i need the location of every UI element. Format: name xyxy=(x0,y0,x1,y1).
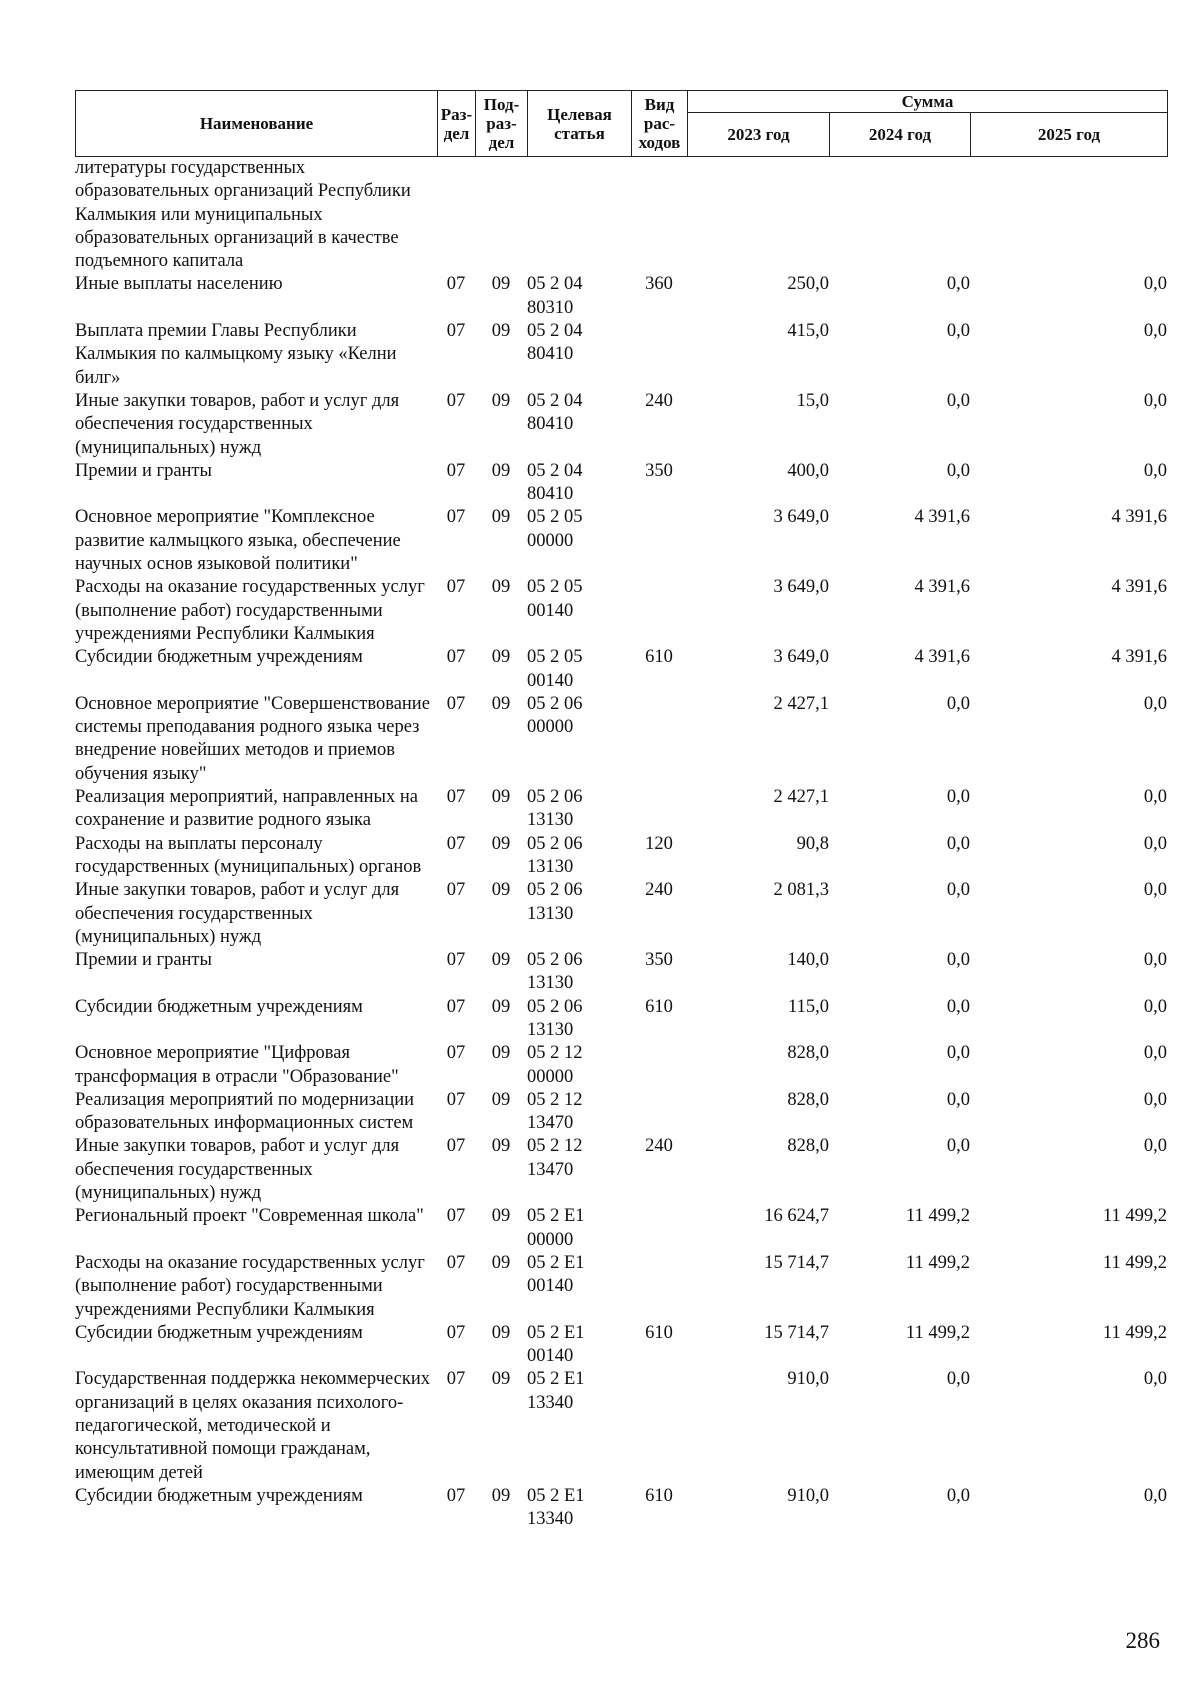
row-value-2024: 0,0 xyxy=(946,833,970,854)
row-value-2024: 0,0 xyxy=(946,1369,970,1390)
table-row xyxy=(75,996,1167,1043)
row-name: Субсидии бюджетным учреждениям xyxy=(75,1485,363,1506)
row-podrazdel xyxy=(475,157,527,273)
row-podrazdel: 09 xyxy=(491,390,511,411)
row-target: 05 2 12 13470 xyxy=(527,1089,583,1134)
row-razdel: 07 xyxy=(446,1136,466,1157)
col-2024-header: 2024 год xyxy=(830,113,971,157)
row-podrazdel: 09 xyxy=(491,1485,511,1506)
row-podrazdel: 09 xyxy=(491,950,511,971)
row-razdel: 07 xyxy=(446,274,466,295)
row-value-2025: 11 499,2 xyxy=(1102,1206,1167,1227)
row-value-2023: 828,0 xyxy=(787,1089,829,1110)
row-podrazdel: 09 xyxy=(491,833,511,854)
row-name: Основное мероприятие "Совершенствование системы преподавания родного языка через внедрение новейших методов и приемов обучения языку" xyxy=(75,693,430,784)
row-razdel: 07 xyxy=(446,577,466,598)
row-value-2025: 0,0 xyxy=(1143,950,1167,971)
row-value-2025: 0,0 xyxy=(1143,321,1167,342)
row-name: Иные закупки товаров, работ и услуг для обеспечения государственных (муниципальных) нужд xyxy=(75,390,400,458)
row-name: Основное мероприятие "Цифровая трансформация в отрасли "Образование" xyxy=(75,1043,399,1087)
row-vid: 610 xyxy=(645,996,673,1017)
row-target: 05 2 04 80410 xyxy=(527,460,583,505)
row-vid: 610 xyxy=(645,647,673,668)
row-podrazdel: 09 xyxy=(491,996,511,1017)
row-value-2023 xyxy=(687,157,829,273)
row-value-2024: 11 499,2 xyxy=(905,1322,970,1343)
row-razdel: 07 xyxy=(446,1089,466,1110)
table-row xyxy=(75,949,1167,996)
table-row xyxy=(75,320,1167,390)
row-podrazdel: 09 xyxy=(491,1089,511,1110)
table-row xyxy=(75,576,1167,646)
row-value-2024 xyxy=(829,157,970,273)
table-row xyxy=(75,879,1167,949)
row-podrazdel: 09 xyxy=(491,787,511,808)
row-target: 05 2 12 00000 xyxy=(527,1043,583,1087)
row-value-2024: 11 499,2 xyxy=(905,1252,970,1273)
row-value-2024: 0,0 xyxy=(946,996,970,1017)
row-target: 05 2 05 00000 xyxy=(527,507,583,551)
row-razdel: 07 xyxy=(446,693,466,714)
row-name: Иные выплаты населению xyxy=(75,274,283,295)
row-target: 05 2 06 13130 xyxy=(527,787,583,831)
row-razdel: 07 xyxy=(446,1322,466,1343)
row-value-2025: 0,0 xyxy=(1143,1136,1167,1157)
row-vid xyxy=(631,320,687,390)
row-value-2023: 2 427,1 xyxy=(773,787,829,808)
row-value-2025: 0,0 xyxy=(1143,996,1167,1017)
row-name: Иные закупки товаров, работ и услуг для обеспечения государственных (муниципальных) нужд xyxy=(75,880,400,947)
table-header xyxy=(75,90,1168,157)
row-value-2025: 0,0 xyxy=(1143,1485,1167,1506)
row-name: Расходы на оказание государственных услуг (выполнение работ) государственными учреждениями Республики Калмыкия xyxy=(75,1252,425,1320)
row-value-2023: 115,0 xyxy=(788,996,829,1017)
table-row xyxy=(75,1042,1167,1089)
table-row xyxy=(75,1135,1167,1205)
document-page xyxy=(75,90,1167,1532)
row-value-2023: 3 649,0 xyxy=(773,507,829,528)
row-vid: 240 xyxy=(645,390,673,411)
col-podrazdel-header: Под-раз-дел xyxy=(476,91,528,157)
row-razdel: 07 xyxy=(446,390,466,411)
row-value-2025: 4 391,6 xyxy=(1111,647,1167,668)
row-razdel: 07 xyxy=(446,647,466,668)
row-target: 05 2 12 13470 xyxy=(527,1136,583,1180)
row-target: 05 2 04 80410 xyxy=(527,390,583,435)
row-value-2025: 0,0 xyxy=(1143,1043,1167,1064)
row-vid xyxy=(631,693,687,786)
row-target: 05 2 05 00140 xyxy=(527,577,583,621)
row-vid: 610 xyxy=(645,1322,673,1343)
row-razdel: 07 xyxy=(446,950,466,971)
row-target: 05 2 E1 13340 xyxy=(527,1369,585,1413)
table-row xyxy=(75,1205,1167,1252)
table-row xyxy=(75,693,1167,786)
row-razdel: 07 xyxy=(446,321,466,342)
row-vid xyxy=(631,1205,687,1252)
row-vid xyxy=(631,1089,687,1136)
col-vid-header: Вид рас-ходов xyxy=(632,91,688,157)
col-name-header: Наименование xyxy=(76,91,438,157)
row-vid: 350 xyxy=(645,460,673,481)
row-value-2023: 140,0 xyxy=(787,950,829,971)
row-value-2023: 910,0 xyxy=(787,1369,829,1390)
row-podrazdel: 09 xyxy=(491,1369,511,1390)
row-value-2025: 0,0 xyxy=(1143,787,1167,808)
row-podrazdel: 09 xyxy=(491,1322,511,1343)
row-name: Реализация мероприятий по модернизации образовательных информационных систем xyxy=(75,1089,415,1134)
row-value-2024: 0,0 xyxy=(946,1136,970,1157)
row-value-2024: 0,0 xyxy=(946,787,970,808)
row-razdel: 07 xyxy=(446,1043,466,1064)
row-target: 05 2 06 13130 xyxy=(527,996,583,1040)
row-target: 05 2 04 80410 xyxy=(527,321,583,365)
row-value-2023: 3 649,0 xyxy=(773,577,829,598)
row-podrazdel: 09 xyxy=(491,647,511,668)
row-value-2024: 4 391,6 xyxy=(914,647,970,668)
row-razdel: 07 xyxy=(446,787,466,808)
row-razdel: 07 xyxy=(446,1369,466,1390)
col-2023-header: 2023 год xyxy=(688,113,830,157)
table-row xyxy=(75,1252,1167,1322)
row-name: Субсидии бюджетным учреждениям xyxy=(75,996,363,1017)
row-name: литературы государственных образовательных организаций Республики Калмыкия или муниципальных образовательных организаций в качестве подъемного капитала xyxy=(75,158,411,272)
row-value-2024: 0,0 xyxy=(946,880,970,901)
row-value-2023: 90,8 xyxy=(796,833,829,854)
row-target: 05 2 06 13130 xyxy=(527,950,583,994)
row-name: Региональный проект "Современная школа" xyxy=(75,1206,424,1227)
col-summa-header: Сумма xyxy=(688,91,1168,113)
row-vid: 610 xyxy=(645,1485,673,1506)
row-value-2025: 4 391,6 xyxy=(1111,577,1167,598)
row-podrazdel: 09 xyxy=(491,460,511,481)
row-value-2024: 0,0 xyxy=(946,1485,970,1506)
row-vid xyxy=(631,1368,687,1484)
row-value-2024: 0,0 xyxy=(946,1043,970,1064)
row-podrazdel: 09 xyxy=(491,1206,511,1227)
row-razdel: 07 xyxy=(446,1252,466,1273)
row-value-2024: 0,0 xyxy=(946,693,970,714)
row-razdel: 07 xyxy=(446,880,466,901)
row-podrazdel: 09 xyxy=(491,321,511,342)
row-target: 05 2 E1 00140 xyxy=(527,1252,585,1297)
row-value-2024: 0,0 xyxy=(946,274,970,295)
row-vid xyxy=(631,576,687,646)
col-razdel-header: Раз-дел xyxy=(438,91,476,157)
table-row xyxy=(75,833,1167,880)
row-target: 05 2 E1 00140 xyxy=(527,1322,585,1367)
table-row xyxy=(75,273,1167,320)
row-value-2024: 11 499,2 xyxy=(905,1206,970,1227)
row-vid xyxy=(631,786,687,833)
row-value-2024: 0,0 xyxy=(946,321,970,342)
row-value-2025: 0,0 xyxy=(1143,274,1167,295)
row-value-2024: 0,0 xyxy=(946,950,970,971)
row-target: 05 2 05 00140 xyxy=(527,647,583,691)
row-razdel: 07 xyxy=(446,507,466,528)
row-value-2025: 0,0 xyxy=(1143,693,1167,714)
row-value-2023: 400,0 xyxy=(787,460,829,481)
row-name: Государственная поддержка некоммерческих организаций в целях оказания психолого-педагогической, методической и консультативной помощи гражданам, имеющим детей xyxy=(75,1369,431,1483)
row-value-2025: 11 499,2 xyxy=(1102,1252,1167,1273)
row-podrazdel: 09 xyxy=(491,693,511,714)
row-value-2023: 2 081,3 xyxy=(773,880,829,901)
row-name: Премии и гранты xyxy=(75,460,212,481)
row-vid xyxy=(631,157,687,273)
row-value-2024: 0,0 xyxy=(946,1089,970,1110)
row-value-2023: 16 624,7 xyxy=(764,1206,829,1227)
row-value-2025: 0,0 xyxy=(1143,833,1167,854)
row-value-2025: 0,0 xyxy=(1143,1369,1167,1390)
table-row xyxy=(75,1368,1167,1484)
row-target: 05 2 E1 13340 xyxy=(527,1485,585,1530)
row-target: 05 2 06 13130 xyxy=(527,880,583,924)
row-podrazdel: 09 xyxy=(491,1043,511,1064)
col-2025-header: 2025 год xyxy=(971,113,1168,157)
row-value-2025: 0,0 xyxy=(1143,390,1167,411)
row-value-2023: 15,0 xyxy=(796,390,829,411)
row-value-2025: 0,0 xyxy=(1143,880,1167,901)
row-name: Субсидии бюджетным учреждениям xyxy=(75,647,363,668)
row-podrazdel: 09 xyxy=(491,880,511,901)
row-target: 05 2 06 13130 xyxy=(527,833,583,877)
row-razdel: 07 xyxy=(446,996,466,1017)
row-value-2025: 11 499,2 xyxy=(1102,1322,1167,1343)
row-value-2025: 0,0 xyxy=(1143,1089,1167,1110)
row-value-2023: 828,0 xyxy=(787,1043,829,1064)
row-vid: 240 xyxy=(645,1136,673,1157)
row-name: Выплата премии Главы Республики Калмыкия по калмыцкому языку «Келни билг» xyxy=(75,321,397,388)
row-razdel: 07 xyxy=(446,833,466,854)
budget-table xyxy=(75,157,1167,1532)
row-value-2025 xyxy=(970,157,1167,273)
table-row xyxy=(75,646,1167,693)
row-value-2024: 0,0 xyxy=(946,390,970,411)
row-value-2023: 15 714,7 xyxy=(764,1322,829,1343)
table-row xyxy=(75,460,1167,507)
row-name: Расходы на выплаты персоналу государственных (муниципальных) органов xyxy=(75,833,422,877)
row-target: 05 2 04 80310 xyxy=(527,274,583,318)
row-vid: 240 xyxy=(645,880,673,901)
row-podrazdel: 09 xyxy=(491,1136,511,1157)
row-name: Основное мероприятие "Комплексное развитие калмыцкого языка, обеспечение научных основ языковой политики" xyxy=(75,507,401,575)
table-row xyxy=(75,1485,1167,1532)
row-value-2023: 3 649,0 xyxy=(773,647,829,668)
row-value-2024: 4 391,6 xyxy=(914,507,970,528)
row-value-2023: 2 427,1 xyxy=(773,693,829,714)
row-vid: 120 xyxy=(645,833,673,854)
col-target-header: Целевая статья xyxy=(528,91,632,157)
row-podrazdel: 09 xyxy=(491,274,511,295)
row-name: Премии и гранты xyxy=(75,950,212,971)
table-row xyxy=(75,157,1167,273)
row-value-2024: 4 391,6 xyxy=(914,577,970,598)
table-row xyxy=(75,390,1167,460)
row-value-2024: 0,0 xyxy=(946,460,970,481)
row-value-2025: 4 391,6 xyxy=(1111,507,1167,528)
row-vid xyxy=(631,1252,687,1322)
row-razdel: 07 xyxy=(446,1206,466,1227)
row-podrazdel: 09 xyxy=(491,1252,511,1273)
page-number: 286 xyxy=(1125,1628,1160,1653)
row-value-2025: 0,0 xyxy=(1143,460,1167,481)
row-name: Субсидии бюджетным учреждениям xyxy=(75,1322,363,1343)
row-target: 05 2 06 00000 xyxy=(527,693,583,738)
row-name: Реализация мероприятий, направленных на сохранение и развитие родного языка xyxy=(75,787,418,831)
row-target: 05 2 E1 00000 xyxy=(527,1206,585,1250)
row-podrazdel: 09 xyxy=(491,577,511,598)
row-value-2023: 828,0 xyxy=(787,1136,829,1157)
row-vid: 360 xyxy=(645,274,673,295)
row-vid xyxy=(631,506,687,576)
row-podrazdel: 09 xyxy=(491,507,511,528)
table-row xyxy=(75,1322,1167,1369)
row-target xyxy=(527,157,631,273)
row-value-2023: 250,0 xyxy=(787,274,829,295)
row-value-2023: 415,0 xyxy=(787,321,829,342)
row-value-2023: 15 714,7 xyxy=(764,1252,829,1273)
row-razdel xyxy=(437,157,475,273)
row-name: Расходы на оказание государственных услуг (выполнение работ) государственными учреждениями Республики Калмыкия xyxy=(75,577,425,644)
row-name: Иные закупки товаров, работ и услуг для обеспечения государственных (муниципальных) нужд xyxy=(75,1136,400,1204)
row-razdel: 07 xyxy=(446,460,466,481)
row-value-2023: 910,0 xyxy=(787,1485,829,1506)
row-vid xyxy=(631,1042,687,1089)
row-razdel: 07 xyxy=(446,1485,466,1506)
table-row xyxy=(75,1089,1167,1136)
row-vid: 350 xyxy=(645,950,673,971)
table-row xyxy=(75,506,1167,576)
table-row xyxy=(75,786,1167,833)
